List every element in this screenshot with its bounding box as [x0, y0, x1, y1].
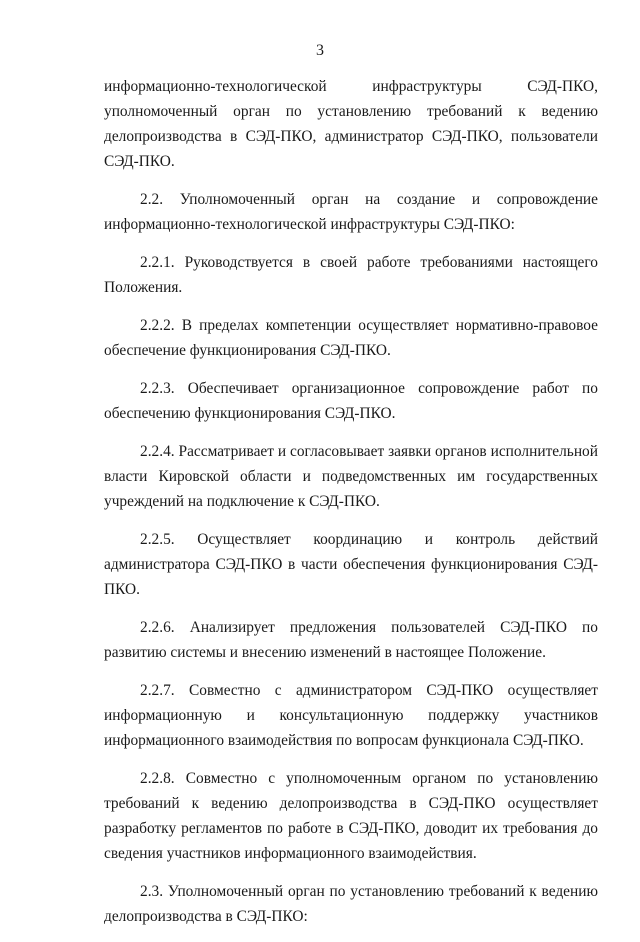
page-number: 3	[316, 42, 324, 59]
paragraph-2-2-5: 2.2.5. Осуществляет координацию и контроль действий администратора СЭД-ПКО в части обеспечения функционирования СЭД-ПКО.	[104, 531, 598, 598]
paragraph-2-2: 2.2. Уполномоченный орган на создание и сопровождение информационно-технологической инфраструктуры СЭД-ПКО:	[104, 191, 598, 233]
paragraph-2-2-4: 2.2.4. Рассматривает и согласовывает заявки органов исполнительной власти Кировской области и подведомственных им государственных учреждений на подключение к СЭД-ПКО.	[104, 443, 598, 510]
paragraph-2-2-6: 2.2.6. Анализирует предложения пользователей СЭД-ПКО по развитию системы и внесению изменений в настоящее Положение.	[104, 619, 598, 661]
paragraph-continuation: информационно-технологической инфраструктуры СЭД-ПКО, уполномоченный орган по установлению требований к ведению делопроизводства в СЭД-ПКО, администратор СЭД-ПКО, пользователи СЭД-ПКО.	[104, 78, 598, 170]
paragraph-2-2-2: 2.2.2. В пределах компетенции осуществляет нормативно-правовое обеспечение функционирования СЭД-ПКО.	[104, 317, 598, 359]
paragraph-2-2-7: 2.2.7. Совместно с администратором СЭД-ПКО осуществляет информационную и консультационную поддержку участников информационного взаимодействия по вопросам функционала СЭД-ПКО.	[104, 682, 598, 749]
paragraph-2-3: 2.3. Уполномоченный орган по установлению требований к ведению делопроизводства в СЭД-ПКО:	[104, 883, 598, 925]
paragraph-2-2-3: 2.2.3. Обеспечивает организационное сопровождение работ по обеспечению функционирования СЭД-ПКО.	[104, 380, 598, 422]
document-body	[104, 74, 598, 942]
paragraph-2-2-1: 2.2.1. Руководствуется в своей работе требованиями настоящего Положения.	[104, 254, 598, 296]
paragraph-2-2-8: 2.2.8. Совместно с уполномоченным органом по установлению требований к ведению делопроизводства в СЭД-ПКО осуществляет разработку регламентов по работе в СЭД-ПКО, доводит их требования до сведения участников информационного взаимодействия.	[104, 770, 598, 862]
